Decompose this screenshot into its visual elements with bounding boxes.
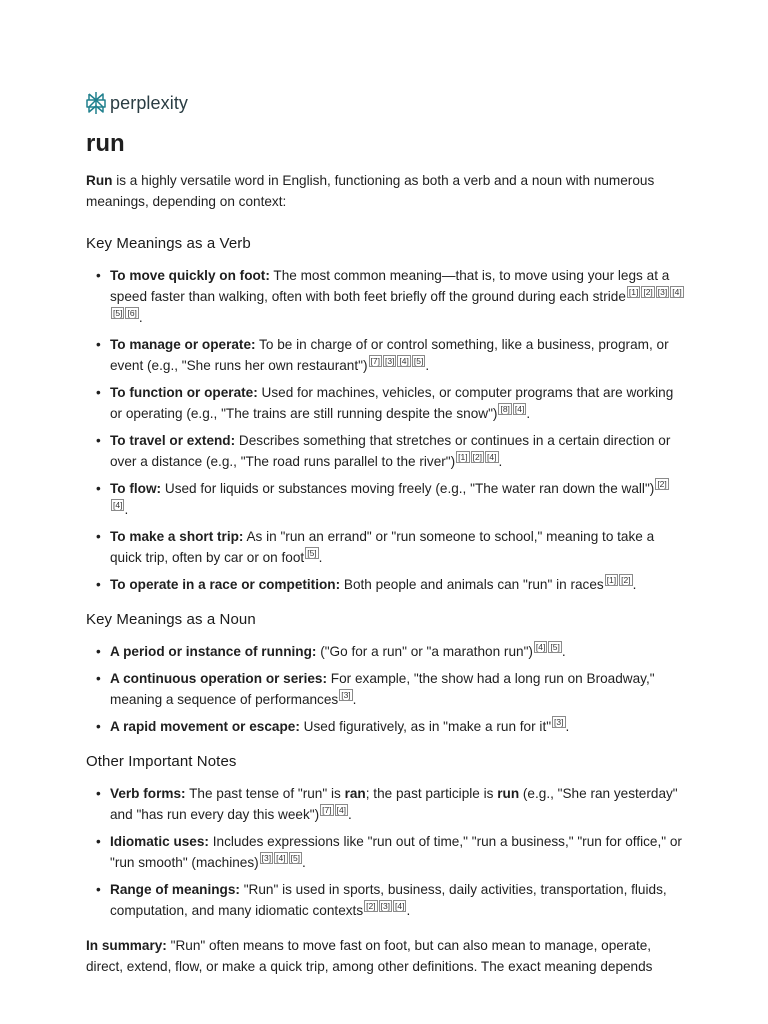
list-item: • To move quickly on foot: The most common meaning—that is, to move using your legs at a speed faster than walking, often with both feet briefly off the ground during each stride [1] [2] [3] [4][5] [6] . <box>110 265 686 328</box>
citation-link[interactable]: [3] <box>261 853 272 864</box>
item-term: To function or operate: <box>110 385 258 400</box>
item-emphasis: run <box>497 786 520 801</box>
summary-paragraph <box>86 935 686 977</box>
item-term: To make a short trip: <box>110 529 244 544</box>
citation-link[interactable]: [1] <box>458 452 468 463</box>
citation-link[interactable]: [2] <box>621 575 631 586</box>
item-term: A period or instance of running: <box>110 644 317 659</box>
list-item: • To travel or extend: Describes something that stretches or continues in a certain direction or over a distance (e.g., "The road runs parallel to the river") [1] [2] [4] . <box>110 430 686 472</box>
item-emphasis: ran <box>344 786 366 801</box>
perplexity-logo-icon <box>86 91 106 115</box>
citation-link[interactable]: [8] <box>500 404 510 415</box>
list-item: • To manage or operate: To be in charge of or control something, like a business, program, or event (e.g., "She runs her own restaurant") [7] [3] [4] [5] . <box>110 334 686 376</box>
citation-link[interactable]: [5] <box>113 308 123 319</box>
item-term: To flow: <box>110 481 162 496</box>
item-term: Idiomatic uses: <box>110 834 209 849</box>
citation-link[interactable]: [5] <box>290 853 301 864</box>
citation-link[interactable]: [3] <box>657 287 668 298</box>
item-term: To travel or extend: <box>110 433 236 448</box>
citation-link[interactable]: [2] <box>657 479 667 490</box>
list-item: • To operate in a race or competition: Both people and animals can "run" in races [1] [2] . <box>110 574 686 595</box>
citation-link[interactable]: [4] <box>276 853 286 864</box>
intro-text: is a highly versatile word in English, functioning as both a verb and a noun with numerous meanings, depending on context: <box>86 173 655 209</box>
intro-term: Run <box>86 173 113 188</box>
item-term: Verb forms: <box>110 786 186 801</box>
list-item: • To flow: Used for liquids or substances moving freely (e.g., "The water ran down the wall") [2][4] . <box>110 478 686 520</box>
item-text: Describes something that stretches or continues in a certain direction or over a distance (e.g., "The road runs parallel to the river") <box>110 433 671 469</box>
item-text: ; the past participle is <box>365 786 498 801</box>
citation-link[interactable]: [4] <box>399 356 409 367</box>
section-heading: Key Meanings as a Verb <box>86 235 251 252</box>
item-term: To manage or operate: <box>110 337 256 352</box>
citation-link[interactable]: [7] <box>322 805 332 816</box>
citation-link[interactable]: [3] <box>384 356 395 367</box>
list-item: • A rapid movement or escape: Used figuratively, as in "make a run for it" [3] . <box>110 716 686 737</box>
citation-link[interactable]: [4] <box>336 805 347 816</box>
item-term: A continuous operation or series: <box>110 671 328 686</box>
citation-link[interactable]: [4] <box>113 500 123 511</box>
item-term: Range of meanings: <box>110 882 240 897</box>
summary-text: "Run" often means to move fast on foot, but can also mean to manage, operate, direct, extend, flow, or make a quick trip, among other definitions. The exact meaning depends <box>86 938 653 974</box>
item-text: ("Go for a run" or "a marathon run") <box>316 644 533 659</box>
list-item: • A continuous operation or series: For example, "the show had a long run on Broadway," meaning a sequence of performances [3] . <box>110 668 686 710</box>
item-text: Includes expressions like "run out of time," "run a business," "run for office," or "run smooth" (machines) <box>110 834 682 870</box>
list-item: • Idiomatic uses: Includes expressions like "run out of time," "run a business," "run for office," or "run smooth" (machines) [3] [4] [5] . <box>110 831 686 873</box>
item-text: Both people and animals can "run" in races <box>340 577 604 592</box>
sections <box>86 233 686 921</box>
item-text: Used figuratively, as in "make a run for it" <box>299 719 552 734</box>
bullet-list <box>86 783 686 921</box>
list-item: • To make a short trip: As in "run an errand" or "run someone to school," meaning to take a quick trip, often by car or on foot [5] . <box>110 526 686 568</box>
citation-link[interactable]: [4] <box>535 642 546 653</box>
bullet-list <box>86 641 686 737</box>
citation-link[interactable]: [2] <box>643 287 653 298</box>
item-term: To operate in a race or competition: <box>110 577 341 592</box>
citation-link[interactable]: [4] <box>514 404 525 415</box>
list-item: • Range of meanings: "Run" is used in sports, business, daily activities, transportation, fluids, computation, and many idiomatic contexts [2] [3] [4] . <box>110 879 686 921</box>
item-text: For example, "the show had a long run on Broadway," meaning a sequence of performances <box>110 671 655 707</box>
citation-link[interactable]: [1] <box>628 287 639 298</box>
citation-link[interactable]: [4] <box>487 452 497 463</box>
item-text: The most common meaning—that is, to move using your legs at a speed faster than walking, often with both feet briefly off the ground during each stride <box>110 268 670 304</box>
intro-paragraph <box>86 170 686 212</box>
citation-link[interactable]: [5] <box>550 642 560 653</box>
item-text: (e.g., "She ran yesterday" and "has run every day this week") <box>110 786 678 822</box>
item-text: The past tense of "run" is <box>185 786 345 801</box>
summary-label: In summary: <box>86 938 167 953</box>
brand-name: perplexity <box>110 92 189 113</box>
bullet-list <box>86 265 686 595</box>
citation-link[interactable]: [2] <box>366 901 376 912</box>
citation-link[interactable]: [1] <box>606 575 617 586</box>
answer-content <box>86 170 686 977</box>
citation-link[interactable]: [3] <box>380 901 391 912</box>
item-text: As in "run an errand" or "run someone to school," meaning to take a quick trip, often by car or on foot <box>110 529 655 565</box>
citation-link[interactable]: [3] <box>554 717 564 728</box>
list-item: • To function or operate: Used for machines, vehicles, or computer programs that are working or operating (e.g., "The trains are still running despite the snow") [8] [4] . <box>110 382 686 424</box>
citation-link[interactable]: [2] <box>472 452 483 463</box>
item-text: "Run" is used in sports, business, daily activities, transportation, fluids, computation, and many idiomatic contexts <box>110 882 667 918</box>
item-text: To be in charge of or control something, like a business, program, or event (e.g., "She runs her own restaurant") <box>110 337 669 373</box>
citation-link[interactable]: [3] <box>341 690 351 701</box>
section-heading: Key Meanings as a Noun <box>86 611 256 628</box>
item-term: To move quickly on foot: <box>110 268 270 283</box>
item-text: Used for machines, vehicles, or computer programs that are working or operating (e.g., "The trains are still running despite the snow") <box>110 385 674 421</box>
citation-link[interactable]: [4] <box>672 287 682 298</box>
citation-link[interactable]: [4] <box>395 901 405 912</box>
item-term: A rapid movement or escape: <box>110 719 300 734</box>
citation-link[interactable]: [7] <box>370 356 380 367</box>
citation-link[interactable]: [5] <box>307 548 317 559</box>
citation-link[interactable]: [5] <box>413 356 424 367</box>
section-heading: Other Important Notes <box>86 753 237 770</box>
citation-link[interactable]: [6] <box>127 308 137 319</box>
item-text: Used for liquids or substances moving freely (e.g., "The water ran down the wall") <box>161 481 655 496</box>
list-item: • A period or instance of running: ("Go for a run" or "a marathon run") [4] [5] . <box>110 641 686 662</box>
page-title: run <box>86 130 125 157</box>
brand-logo[interactable] <box>86 90 188 116</box>
list-item: • Verb forms: The past tense of "run" is ran; the past participle is run (e.g., "She ran yesterday" and "has run every day this week") [7] [4] . <box>110 783 686 825</box>
